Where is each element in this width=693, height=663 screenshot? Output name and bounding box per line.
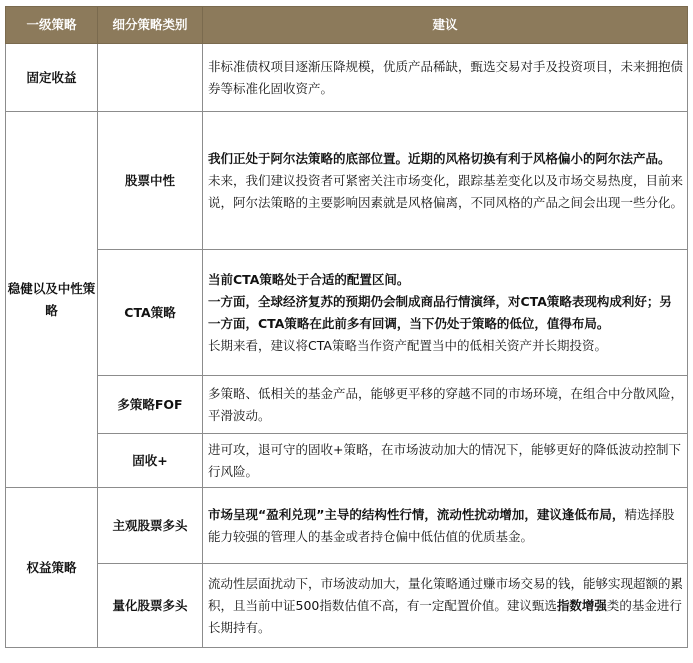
level2-cell: CTA策略 xyxy=(98,250,203,376)
advice-text: 长期来看，建议将CTA策略当作资产配置当中的低相关资产并长期投资。 xyxy=(208,337,607,353)
strategy-table xyxy=(5,6,688,648)
advice-text-bold: 一方面，全球经济复苏的预期仍会制成商品行情演绎，对CTA策略表现构成利好；另一方面，CTA策略在此前多有回调，当下仍处于策略的低位，值得布局。 xyxy=(208,293,672,331)
advice-text-bold: 我们正处于阿尔法策略的底部位置。近期的风格切换有利于风格偏小的阿尔法产品。 xyxy=(208,150,671,166)
level2-cell: 量化股票多头 xyxy=(98,564,203,648)
advice-cell xyxy=(203,44,688,112)
table-row xyxy=(6,434,688,488)
level2-cell xyxy=(98,44,203,112)
table-row xyxy=(6,564,688,648)
advice-text-bold: 指数增强 xyxy=(556,597,607,613)
advice-text: 多策略、低相关的基金产品，能够更平移的穿越不同的市场环境，在组合中分散风险，平滑波动。 xyxy=(208,385,684,423)
advice-text-bold: 市场呈现“盈利兑现”主导的结构性行情，流动性扰动增加，建议逢低布局， xyxy=(208,506,625,522)
advice-text: 流动性层面扰动下，市场波动加大，量化策略通过赚市场交易的钱，能够实现超额的累积，且当前中证500指数估值不高，有一定配置价值。建议甄选 xyxy=(208,575,684,613)
table-row xyxy=(6,250,688,376)
header-row xyxy=(6,7,688,44)
table-row xyxy=(6,376,688,434)
table-row xyxy=(6,112,688,250)
table-row xyxy=(6,488,688,564)
level1-cell: 稳健以及中性策略 xyxy=(6,112,98,488)
header-level1: 一级策略 xyxy=(6,7,98,44)
advice-cell xyxy=(203,376,688,434)
level2-cell: 多策略FOF xyxy=(98,376,203,434)
advice-text: 非标准债权项目逐渐压降规模，优质产品稀缺，甄选交易对手及投资项目，未来拥抱债券等标准化固收资产。 xyxy=(208,58,684,96)
level1-cell: 权益策略 xyxy=(6,488,98,648)
advice-text-bold: 当前CTA策略处于合适的配置区间。 xyxy=(208,271,410,287)
advice-cell xyxy=(203,434,688,488)
level2-cell: 股票中性 xyxy=(98,112,203,250)
advice-cell xyxy=(203,564,688,648)
header-advice: 建议 xyxy=(203,7,688,44)
advice-cell xyxy=(203,250,688,376)
header-level2: 细分策略类别 xyxy=(98,7,203,44)
advice-text: 精选择股能力较强的管理人的基金或者持仓偏中低估值的优质基金。 xyxy=(208,506,675,544)
level2-cell: 主观股票多头 xyxy=(98,488,203,564)
level2-cell: 固收+ xyxy=(98,434,203,488)
advice-cell xyxy=(203,488,688,564)
table-row xyxy=(6,44,688,112)
advice-cell xyxy=(203,112,688,250)
advice-text: 类的基金进行长期持有。 xyxy=(208,597,682,635)
advice-text: 进可攻，退可守的固收+策略，在市场波动加大的情况下，能够更好的降低波动控制下行风险。 xyxy=(208,441,681,479)
level1-cell: 固定收益 xyxy=(6,44,98,112)
advice-text: 未来，我们建议投资者可紧密关注市场变化，跟踪基差变化以及市场交易热度，目前来说，阿尔法策略的主要影响因素就是风格偏离，不同风格的产品之间会出现一些分化。 xyxy=(208,172,684,210)
